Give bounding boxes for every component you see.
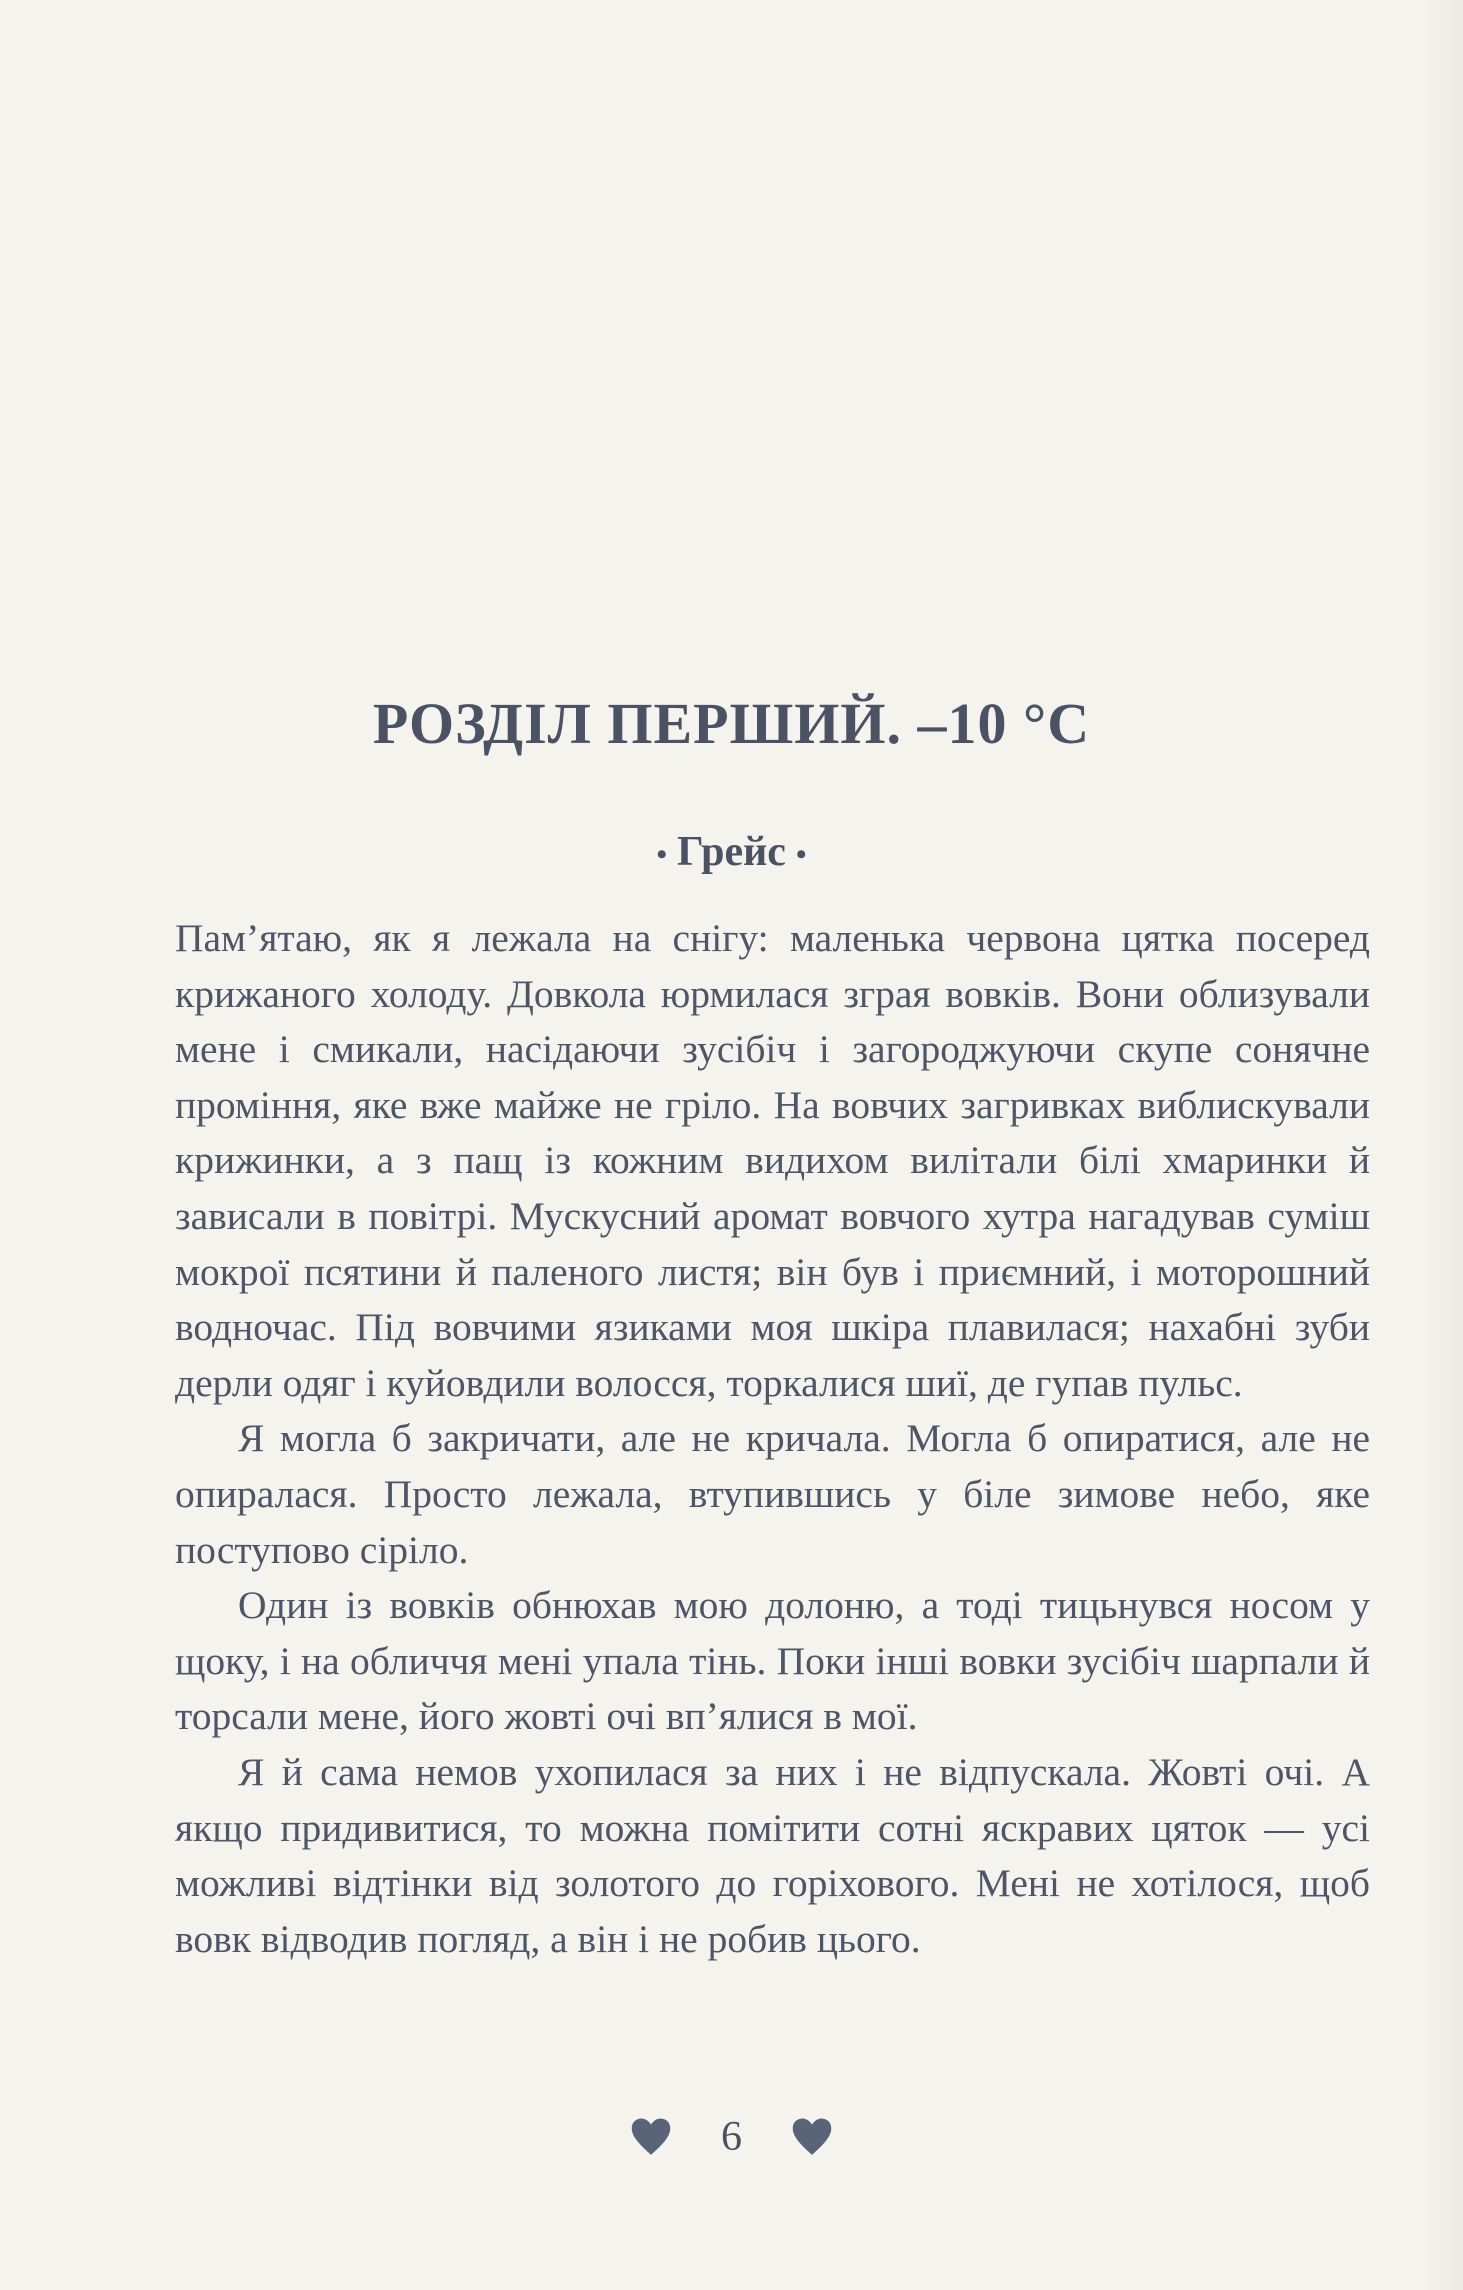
heart-icon-left xyxy=(629,2115,673,2159)
page-footer xyxy=(0,2102,1463,2172)
heart-icon-right xyxy=(790,2115,834,2159)
page-number: 6 xyxy=(721,2114,742,2160)
body-text xyxy=(175,911,1370,1967)
page-edge xyxy=(1423,0,1463,2290)
narrator-heading xyxy=(0,828,1463,876)
bullet-left: • xyxy=(656,838,668,872)
paragraph: Я могла б закричати, але не кричала. Могла б опиратися, але не опиралася. Просто лежала, втупившись у біле зимове небо, яке поступово сіріло. xyxy=(175,1416,1370,1572)
chapter-title: РОЗДІЛ ПЕРШИЙ. –10 °C xyxy=(372,691,1091,756)
paragraph: Пам’ятаю, як я лежала на снігу: маленька червона цятка посеред крижаного холоду. Довкола юрмилася зграя вовків. Вони облизували мене і смикали, насідаючи зусібіч і загороджуючи скупе сонячне проміння, яке вже майже не гріло. На вовчих загривках виблискували крижинки, а з пащ із кожним видихом вилітали білі хмаринки й зависали в повітрі. Мускусний аромат вовчого хутра нагадував суміш мокрої псятини й паленого листя; він був і приємний, і моторошний водночас. Під вовчими язиками моя шкіра плавилася; нахабні зуби дерли одяг і куйовдили волосся, торкалися шиї, де гупав пульс. xyxy=(175,916,1370,1405)
paragraph: Один із вовків обнюхав мою долоню, а тоді тицьнувся носом у щоку, і на обличчя мені упала тінь. Поки інші вовки зусібіч шарпали й торсали мене, його жовті очі вп’ялися в мої. xyxy=(175,1583,1370,1739)
paragraph: Я й сама немов ухопилася за них і не відпускала. Жовті очі. А якщо придивитися, то можна помітити сотні яскравих цяток — усі можливі відтінки від золотого до горіхового. Мені не хотілося, щоб вовк відводив погляд, а він і не робив цього. xyxy=(175,1749,1370,1961)
narrator-name: Грейс xyxy=(677,829,786,875)
bullet-right: • xyxy=(795,838,807,872)
